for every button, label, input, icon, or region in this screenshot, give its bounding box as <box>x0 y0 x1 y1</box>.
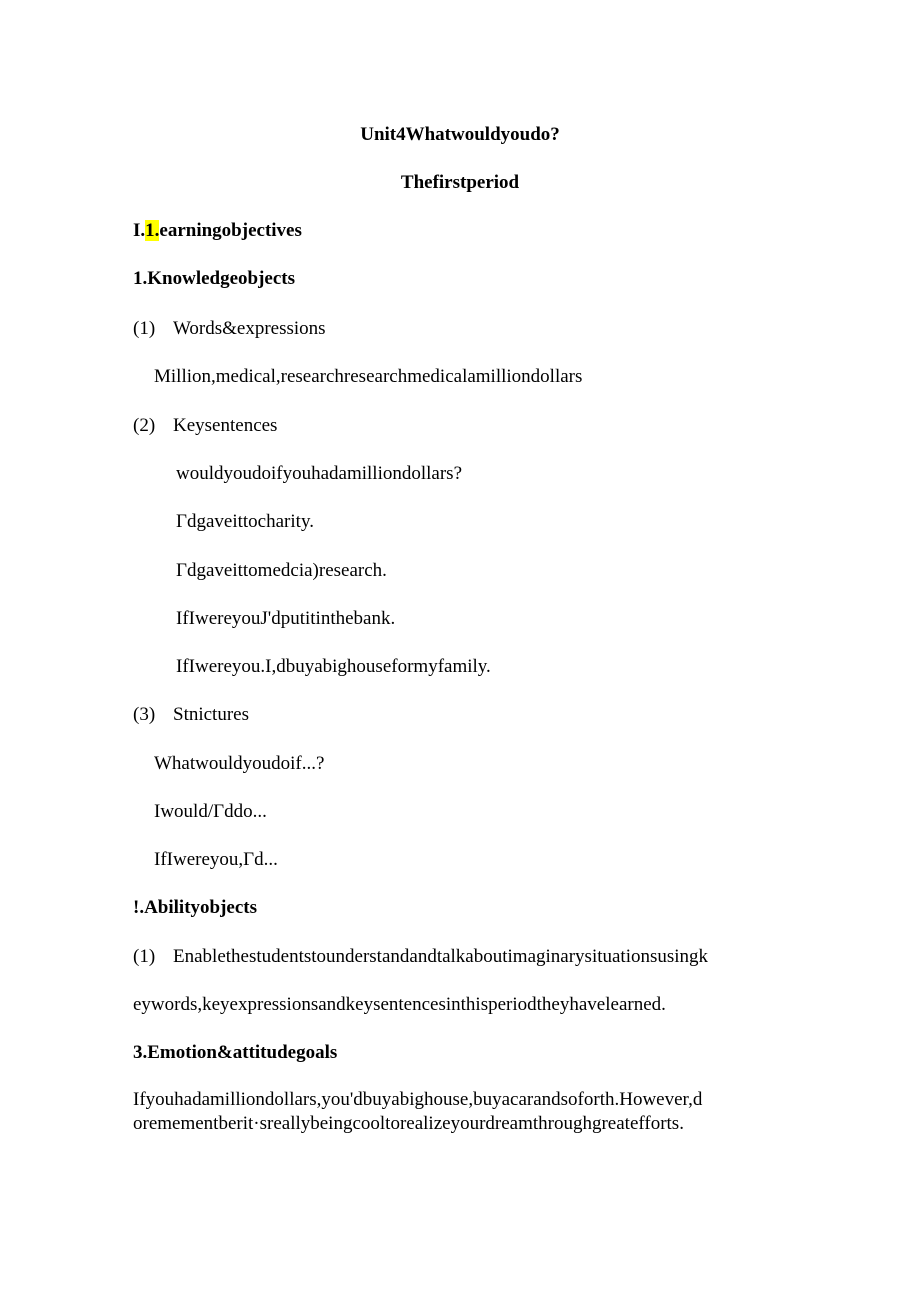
words-expressions-text: Million,medical,researchresearchmedicalamilliondollars <box>154 366 583 387</box>
item-number: (1) <box>133 946 156 967</box>
structure-item: IfIwereyou,Γd... <box>154 849 278 870</box>
emotion-text-line1: Ifyouhadamilliondollars,you'dbuyabighouse,buyacarandsoforth.However,d <box>133 1089 703 1110</box>
item-label: Words&expressions <box>173 318 326 339</box>
words-expressions-label <box>133 318 326 340</box>
item-label: Keysentences <box>173 415 278 436</box>
emotion-goals-heading: 3.Emotion&attitudegoals <box>133 1042 338 1063</box>
highlighted-text: 1. <box>145 220 160 241</box>
item-label: Stnictures <box>173 704 249 725</box>
key-sentence-item: IfIwereyou.I,dbuyabighouseformyfamily. <box>176 656 491 677</box>
ability-item-line2: eywords,keyexpressionsandkeysentencesinthisperiodtheyhavelearned. <box>133 994 666 1015</box>
key-sentence-item: Γdgaveittomedcia)research. <box>176 560 387 581</box>
document-title: Unit4Whatwouldyoudo? <box>360 124 560 145</box>
structure-item: Iwould/Γddo... <box>154 801 267 822</box>
structure-item: Whatwouldyoudoif...? <box>154 753 325 774</box>
section-suffix: earningobjectives <box>159 220 302 241</box>
key-sentence-item: IfIwereyouJ'dputitinthebank. <box>176 608 396 629</box>
section-heading-learning-objectives <box>133 220 302 242</box>
key-sentence-item: Γdgaveittocharity. <box>176 511 314 532</box>
document-subtitle: Thefirstperiod <box>400 172 520 193</box>
ability-objects-heading: !.Abilityobjects <box>133 897 258 918</box>
key-sentences-label <box>133 415 277 437</box>
key-sentence-item: wouldyoudoifyouhadamilliondollars? <box>176 463 463 484</box>
knowledge-objects-heading: 1.Knowledgeobjects <box>133 268 296 289</box>
ability-item-line1 <box>133 946 708 968</box>
ability-text: Enablethestudentstounderstandandtalkaboutimaginarysituationsusingk <box>173 946 709 967</box>
item-number: (2) <box>133 415 156 436</box>
item-number: (3) <box>133 704 156 725</box>
section-prefix: I. <box>133 220 146 241</box>
structures-label <box>133 704 249 726</box>
item-number: (1) <box>133 318 156 339</box>
emotion-text-line2: oremementberit·sreallybeingcooltorealizeyourdreamthroughgreatefforts. <box>133 1113 684 1134</box>
